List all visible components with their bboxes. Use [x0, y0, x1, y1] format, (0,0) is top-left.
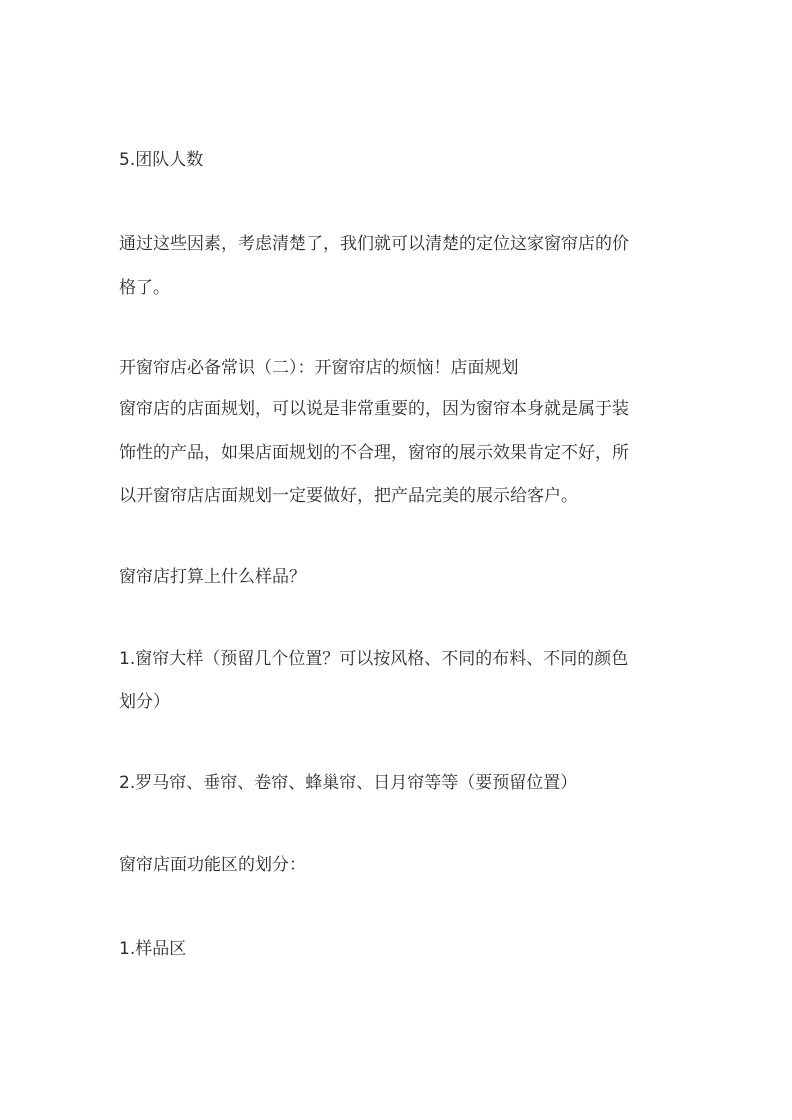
paragraph-planning-line-2: 饰性的产品，如果店面规划的不合理，窗帘的展示效果肯定不好，所	[119, 443, 629, 463]
heading-functional-areas: 窗帘店面功能区的划分：	[119, 855, 306, 875]
paragraph-planning-line-3: 以开窗帘店店面规划一定要做好，把产品完美的展示给客户。	[119, 486, 578, 506]
paragraph-pricing-line-2: 格了。	[119, 278, 170, 298]
section-heading: 开窗帘店必备常识（二）：开窗帘店的烦恼！店面规划	[119, 358, 519, 378]
list-item-blind-types: 2.罗马帘、垂帘、卷帘、蜂巢帘、日月帘等等（要预留位置）	[119, 773, 578, 793]
list-item-team-size: 5.团队人数	[119, 150, 204, 170]
list-item-curtain-samples-line-1: 1.窗帘大样（预留几个位置？可以按风格、不同的布料、不同的颜色	[119, 649, 629, 669]
paragraph-pricing-line-1: 通过这些因素，考虑清楚了，我们就可以清楚的定位这家窗帘店的价	[119, 234, 629, 254]
list-item-sample-area: 1.样品区	[119, 939, 187, 959]
list-item-curtain-samples-line-2: 划分）	[119, 692, 170, 712]
question-samples: 窗帘店打算上什么样品？	[119, 567, 306, 587]
paragraph-planning-line-1: 窗帘店的店面规划，可以说是非常重要的，因为窗帘本身就是属于装	[119, 399, 629, 419]
